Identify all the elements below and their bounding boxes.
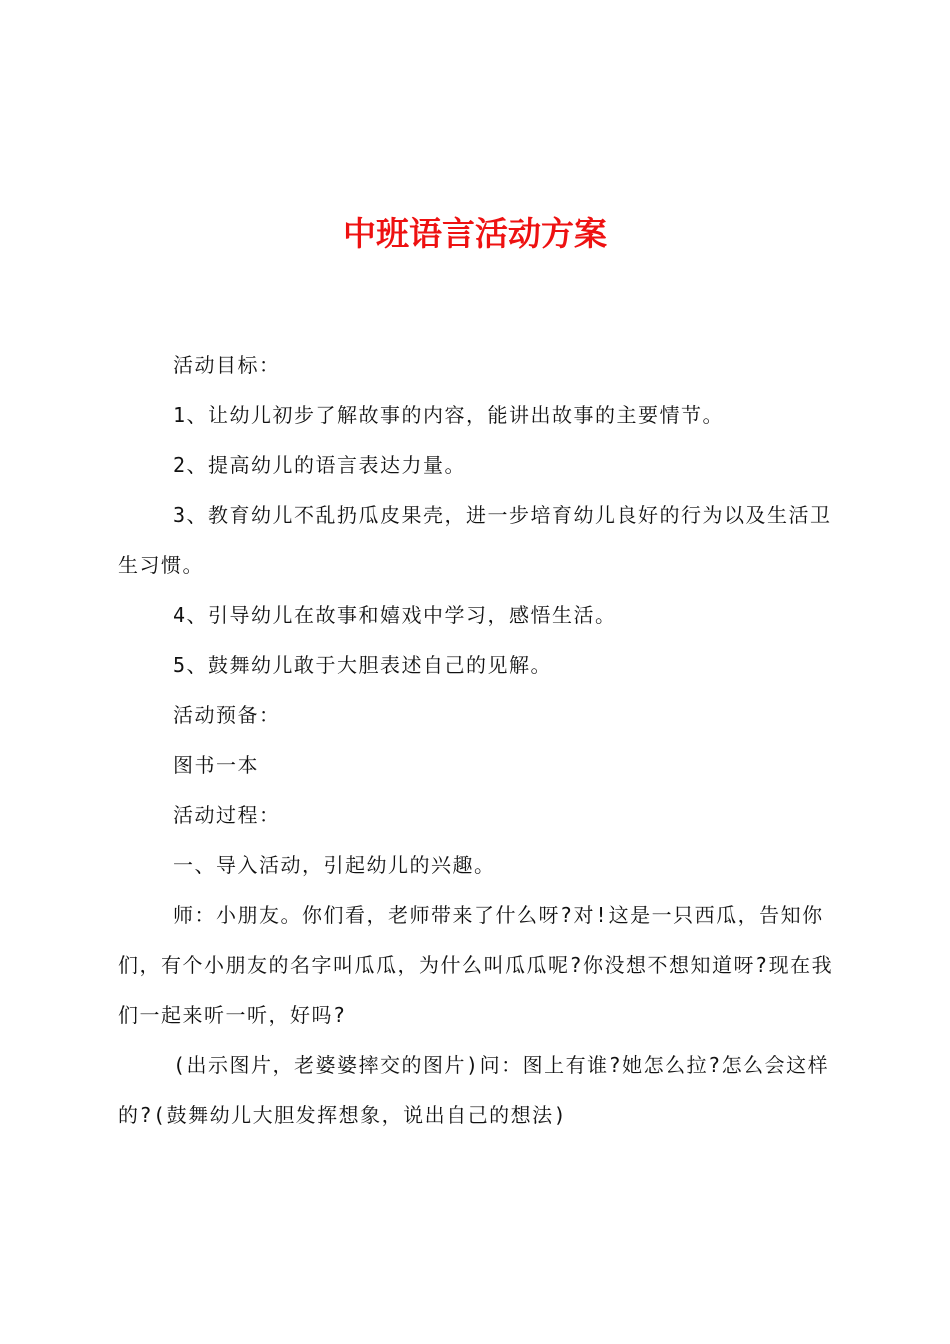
section-heading-process: 活动过程： bbox=[173, 803, 281, 827]
process-step-1: 一、导入活动，引起幼儿的兴趣。 bbox=[173, 853, 496, 877]
goal-item-2: 2、提高幼儿的语言表达力量。 bbox=[173, 453, 467, 477]
preparation-item: 图书一本 bbox=[173, 753, 259, 777]
section-heading-preparation: 活动预备： bbox=[173, 703, 281, 727]
goal-item-1: 1、让幼儿初步了解故事的内容，能讲出故事的主要情节。 bbox=[173, 403, 725, 427]
picture-question: (出示图片，老婆婆摔交的图片)问：图上有谁?她怎么拉?怎么会这样的?(鼓舞幼儿大胆发挥想象，说出自己的想法) bbox=[118, 1053, 830, 1127]
goal-item-4: 4、引导幼儿在故事和嬉戏中学习，感悟生活。 bbox=[173, 603, 617, 627]
section-heading-goals: 活动目标： bbox=[173, 353, 281, 377]
document-title: 中班语言活动方案 bbox=[343, 214, 607, 253]
goal-item-3: 3、教育幼儿不乱扔瓜皮果壳，进一步培育幼儿良好的行为以及生活卫生习惯。 bbox=[118, 503, 832, 577]
goal-item-5: 5、鼓舞幼儿敢于大胆表述自己的见解。 bbox=[173, 653, 553, 677]
teacher-dialogue: 师：小朋友。你们看，老师带来了什么呀?对!这是一只西瓜，告知你们，有个小朋友的名字叫瓜瓜，为什么叫瓜瓜呢?你没想不想知道呀?现在我们一起来听一听，好吗? bbox=[118, 903, 834, 1027]
document-body bbox=[118, 340, 838, 1140]
